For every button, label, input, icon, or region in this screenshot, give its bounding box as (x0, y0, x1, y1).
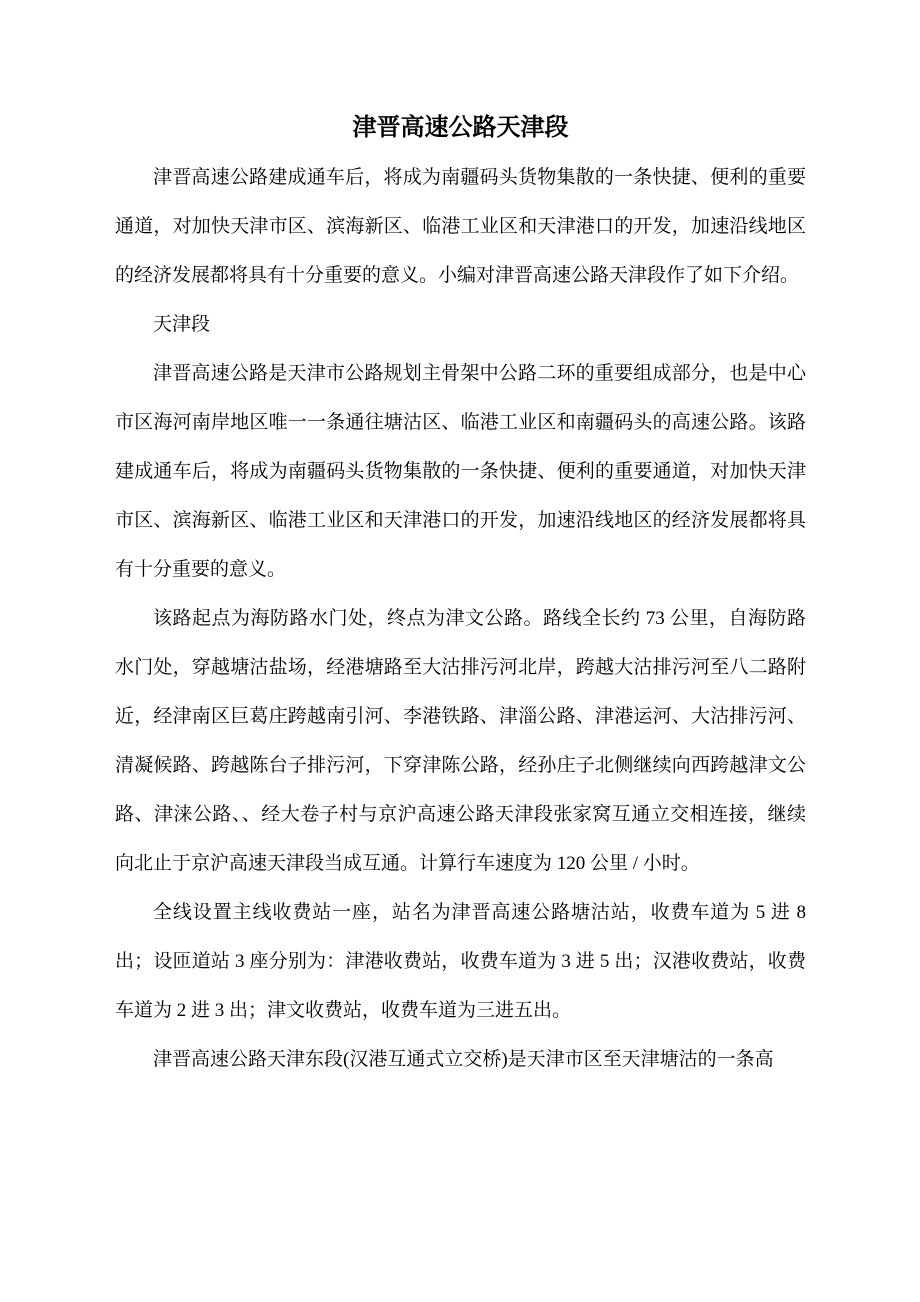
document-title: 津晋高速公路天津段 (352, 115, 569, 141)
paragraph-intro: 津晋高速公路建成通车后，将成为南疆码头货物集散的一条快捷、便利的重要通道，对加快天津市区、滨海新区、临港工业区和天津港口的开发，加速沿线地区的经济发展都将具有十分重要的意义。小编对津晋高速公路天津段作了如下介绍。 (115, 167, 806, 286)
paragraph-east-section: 津晋高速公路天津东段(汉港互通式立交桥)是天津市区至天津塘沽的一条高 (153, 1049, 774, 1070)
paragraph-toll-stations: 全线设置主线收费站一座，站名为津晋高速公路塘沽站，收费车道为 5 进 8 出；设匝道站 3 座分别为：津港收费站，收费车道为 3 进 5 出；汉港收费站，收费车道为 2 进 3 出；津文收费站，收费车道为三进五出。 (115, 902, 806, 1021)
paragraph-overview: 津晋高速公路是天津市公路规划主骨架中公路二环的重要组成部分，也是中心市区海河南岸地区唯一一条通往塘沽区、临港工业区和南疆码头的高速公路。该路建成通车后，将成为南疆码头货物集散的一条快捷、便利的重要通道，对加快天津市区、滨海新区、临港工业区和天津港口的开发，加速沿线地区的经济发展都将具有十分重要的意义。 (115, 363, 806, 580)
paragraph-route-description: 该路起点为海防路水门处，终点为津文公路。路线全长约 73 公里，自海防路水门处，穿越塘沽盐场，经港塘路至大沽排污河北岸，跨越大沽排污河至八二路附近，经津南区巨葛庄跨越南引河、李港铁路、津淄公路、津港运河、大沽排污河、清凝候路、跨越陈台子排污河，下穿津陈公路，经孙庄子北侧继续向西跨越津文公路、津涞公路、、经大卷子村与京沪高速公路天津段张家窝互通立交相连接，继续向北止于京沪高速天津段当成互通。计算行车速度为 120 公里 / 小时。 (115, 608, 806, 874)
paragraph-section-heading: 天津段 (153, 314, 211, 335)
